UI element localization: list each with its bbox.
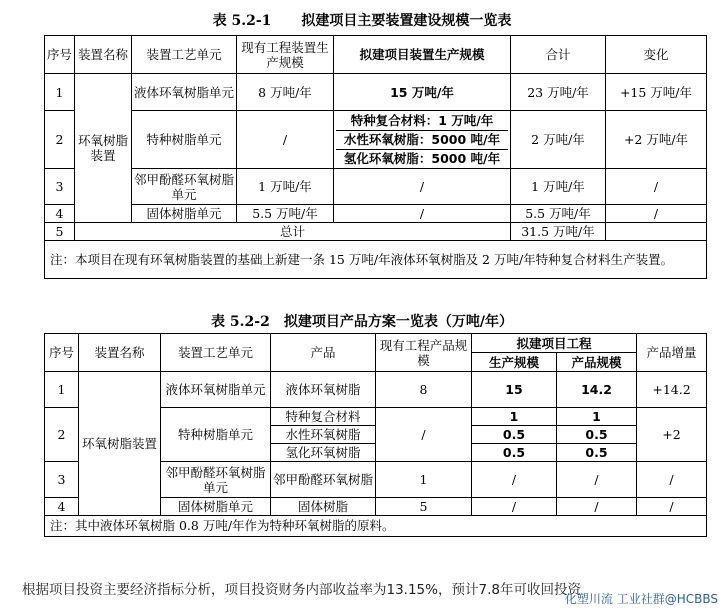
row-no: 1 (45, 74, 75, 111)
table2-subheader-product-scale: 产品规模 (557, 353, 637, 372)
row-no: 4 (45, 498, 79, 516)
total-label: 总计 (75, 223, 511, 241)
existing-scale: 1 万吨/年 (237, 169, 334, 205)
total-scale: 1 万吨/年 (511, 169, 606, 205)
planned-scale: / (334, 169, 511, 205)
product-name: 特种复合材料 (271, 408, 375, 426)
product-scale: / (557, 462, 637, 498)
product-scale: 1 (557, 408, 636, 426)
table1-header-device: 装置名称 (75, 36, 132, 74)
planned-scale: 15 万吨/年 (334, 74, 511, 111)
increase-value: +2 (637, 408, 707, 462)
row-no: 5 (45, 223, 75, 241)
existing-scale: 5.5 万吨/年 (237, 205, 334, 223)
planned-scale-list (334, 111, 511, 169)
table2-header-no: 序号 (45, 334, 79, 372)
device-name: 环氧树脂装置 (75, 74, 132, 223)
table2-caption (0, 313, 724, 331)
change-value: / (606, 169, 707, 205)
table1-header-row (45, 36, 707, 74)
product-list (271, 408, 376, 462)
prod-scale: 1 (472, 408, 556, 426)
planned-line: 氢化环氧树脂：5000 吨/年 (343, 150, 501, 166)
table2-header-existing: 现有工程产品规模 (376, 334, 472, 372)
total-change (606, 223, 707, 241)
table2-note: 注：其中液体环氧树脂 0.8 万吨/年作为特种环氧树脂的原料。 (45, 516, 707, 537)
table2-header-product: 产品 (271, 334, 376, 372)
planned-scale: / (334, 205, 511, 223)
footer-text: 根据项目投资主要经济指标分析，项目投资财务内部收益率为13.15%，预计7.8年可收回投资 (22, 582, 581, 598)
total-scale: 2 万吨/年 (511, 111, 606, 169)
prod-scale: 15 (472, 372, 557, 408)
planned-line: 水性环氧树脂：5000 吨/年 (336, 131, 508, 150)
watermark: 化塑川流 工业社群@HCBBS (564, 592, 718, 606)
product-scale-list (557, 408, 637, 462)
table-row (45, 74, 707, 111)
unit-name: 邻甲酚醛环氧树脂单元 (132, 169, 237, 205)
prod-scale: / (472, 498, 557, 516)
table1-header-existing: 现有工程装置生产规模 (237, 36, 334, 74)
table2-note-row (45, 516, 707, 537)
table-row (45, 111, 707, 169)
product-name: 固体树脂 (271, 498, 376, 516)
increase-value: +14.2 (637, 372, 707, 408)
table2 (44, 333, 707, 537)
table1-total-row (45, 223, 707, 241)
table2-header-device: 装置名称 (79, 334, 161, 372)
table1 (44, 35, 707, 279)
table2-header-planned: 拟建项目工程 (472, 334, 637, 353)
unit-name: 特种树脂单元 (132, 111, 237, 169)
table1-caption-number: 表 5.2-1 (212, 13, 272, 29)
increase-value: / (637, 462, 707, 498)
table2-header-unit: 装置工艺单元 (161, 334, 271, 372)
product-name: 氢化环氧树脂 (285, 445, 361, 460)
table1-caption (0, 12, 724, 30)
increase-value: / (637, 498, 707, 516)
prod-scale: 0.5 (472, 426, 556, 444)
existing-scale: 8 万吨/年 (237, 74, 334, 111)
existing-scale: / (376, 408, 472, 462)
table2-header-increase: 产品增量 (637, 334, 707, 372)
table-row (45, 372, 707, 408)
planned-line: 特种复合材料：1 万吨/年 (336, 112, 508, 131)
table2-caption-title: 拟建项目产品方案一览表（万吨/年） (283, 314, 513, 330)
table1-header-total: 合计 (511, 36, 606, 74)
row-no: 1 (45, 372, 79, 408)
table1-header-unit: 装置工艺单元 (132, 36, 237, 74)
product-scale: 14.2 (557, 372, 637, 408)
product-scale: / (557, 498, 637, 516)
product-name: 液体环氧树脂 (271, 372, 376, 408)
unit-name: 固体树脂单元 (132, 205, 237, 223)
table1-header-change: 变化 (606, 36, 707, 74)
existing-scale: / (237, 111, 334, 169)
device-name: 环氧树脂装置 (79, 372, 161, 516)
prod-scale: 0.5 (502, 445, 526, 460)
unit-name: 固体树脂单元 (161, 498, 271, 516)
unit-name: 液体环氧树脂单元 (161, 372, 271, 408)
product-name: 邻甲酚醛环氧树脂 (271, 462, 376, 498)
table1-header-planned: 拟建项目装置生产规模 (334, 36, 511, 74)
change-value: +2 万吨/年 (606, 111, 707, 169)
unit-name: 特种树脂单元 (161, 408, 271, 462)
product-scale: 0.5 (557, 426, 636, 444)
table1-note-row (45, 241, 707, 279)
table2-header-row (45, 334, 707, 353)
product-scale: 0.5 (585, 445, 608, 460)
change-value: / (606, 205, 707, 223)
table-row (45, 169, 707, 205)
table1-header-no: 序号 (45, 36, 75, 74)
unit-name: 邻甲酚醛环氧树脂单元 (161, 462, 271, 498)
table2-subheader-prod-scale: 生产规模 (472, 353, 557, 372)
change-value: +15 万吨/年 (606, 74, 707, 111)
existing-scale: 1 (376, 462, 472, 498)
existing-scale: 5 (376, 498, 472, 516)
unit-name: 液体环氧树脂单元 (132, 74, 237, 111)
table-row (45, 205, 707, 223)
existing-scale: 8 (376, 372, 472, 408)
row-no: 2 (45, 111, 75, 169)
table1-note: 注：本项目在现有环氧树脂装置的基础上新建一条 15 万吨/年液体环氧树脂及 2 万吨/年特种复合材料生产装置。 (45, 241, 707, 279)
row-no: 4 (45, 205, 75, 223)
product-name: 水性环氧树脂 (271, 426, 375, 444)
prod-scale: / (472, 462, 557, 498)
row-no: 2 (45, 408, 79, 462)
row-no: 3 (45, 462, 79, 498)
prod-scale-list (472, 408, 557, 462)
total-scale: 5.5 万吨/年 (511, 205, 606, 223)
table2-caption-number: 表 5.2-2 (211, 314, 270, 330)
table1-caption-title: 拟建项目主要装置建设规模一览表 (301, 13, 512, 29)
grand-total: 31.5 万吨/年 (511, 223, 606, 241)
row-no: 3 (45, 169, 75, 205)
total-scale: 23 万吨/年 (511, 74, 606, 111)
